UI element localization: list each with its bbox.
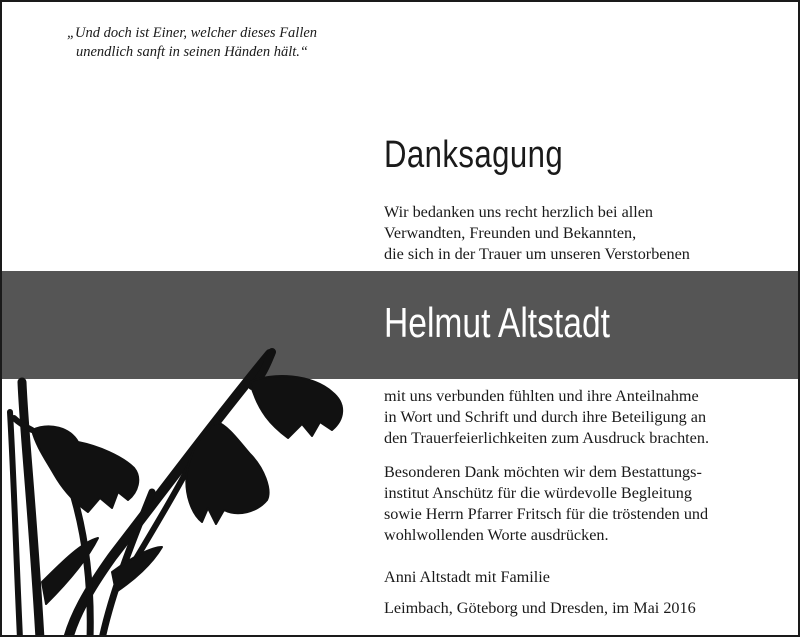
deceased-name: Helmut Altstadt <box>384 299 610 346</box>
intro-line-2: Verwandten, Freunden und Bekannten, <box>384 224 637 242</box>
page-title: Danksagung <box>384 134 564 176</box>
intro-line-1: Wir bedanken uns recht herzlich bei allen <box>384 203 654 221</box>
thanks-line-1: mit uns verbunden fühlten und ihre Anteilnahme <box>384 387 699 405</box>
special-thanks-text <box>384 462 708 546</box>
special-thanks-line-2: institut Anschütz für die würdevolle Begleitung <box>384 484 692 502</box>
thanks-line-2: in Wort und Schrift und durch ihre Beteiligung an <box>384 408 707 426</box>
snowdrop-silhouette-icon <box>2 342 362 637</box>
intro-line-3: die sich in der Trauer um unseren Verstorbenen <box>384 245 690 263</box>
thanks-text <box>384 386 709 449</box>
thanks-line-3: den Trauerfeierlichkeiten zum Ausdruck brachten. <box>384 429 709 447</box>
special-thanks-line-1: Besonderen Dank möchten wir dem Bestattungs- <box>384 463 702 481</box>
special-thanks-line-4: wohlwollenden Worte ausdrücken. <box>384 526 609 544</box>
place-date: Leimbach, Göteborg und Dresden, im Mai 2016 <box>384 599 696 617</box>
intro-text <box>384 202 690 265</box>
quote <box>42 24 342 62</box>
signature: Anni Altstadt mit Familie <box>384 568 550 586</box>
quote-line-1: „Und doch ist Einer, welcher dieses Fallen <box>66 25 318 41</box>
special-thanks-line-3: sowie Herrn Pfarrer Fritsch für die tröstenden und <box>384 505 709 523</box>
quote-line-2: unendlich sanft in seinen Händen hält.“ <box>76 44 308 60</box>
